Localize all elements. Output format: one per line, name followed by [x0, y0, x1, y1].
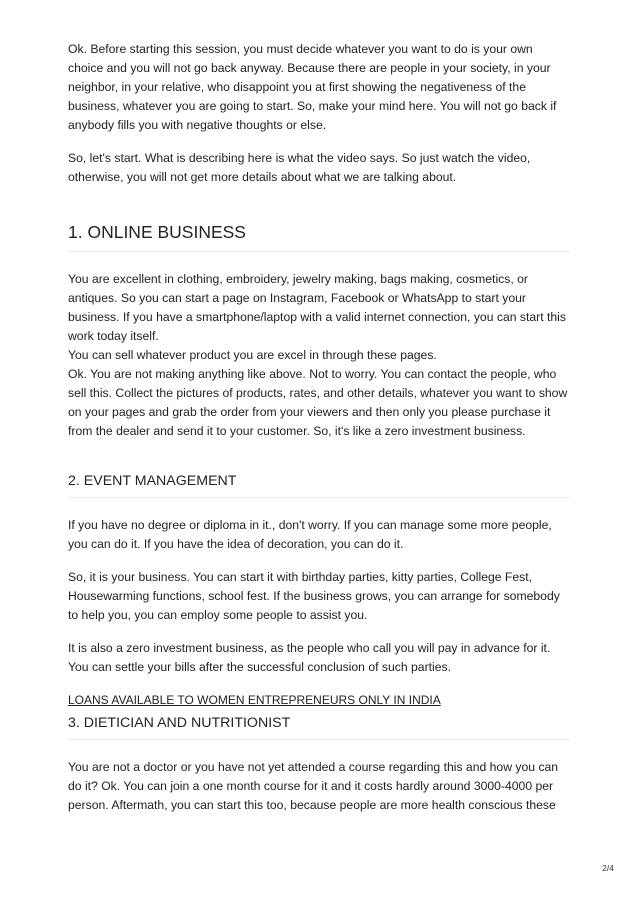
- section2-paragraph-3: It is also a zero investment business, as the people who call you will pay in advance for it. You can settle your bills after the successful conclusion of such parties.: [68, 641, 551, 674]
- document-body: [68, 40, 570, 829]
- section-heading-event-management: 2. EVENT MANAGEMENT: [68, 455, 570, 498]
- intro-paragraph-2: So, let's start. What is describing here is what the video says. So just watch the video, otherwise, you will not get more details about what we are talking about.: [68, 151, 531, 184]
- section-heading-dietician: 3. DIETICIAN AND NUTRITIONIST: [68, 709, 570, 740]
- section-heading-online-business: 1. ONLINE BUSINESS: [68, 201, 570, 252]
- page-number: 2/4: [602, 863, 614, 873]
- section1-paragraph-3: Ok. You are not making anything like above. Not to worry. You can contact the people, who sell this. Collect the pictures of products, rates, and other details, whatever you want to show on your pages and grab the order from your viewers and then only you please purchase it from the dealer and send it to your customer. So, it's like a zero investment business.: [68, 367, 568, 438]
- loans-women-entrepreneurs-link[interactable]: LOANS AVAILABLE TO WOMEN ENTREPRENEURS ONLY IN INDIA: [68, 693, 441, 707]
- section2-paragraph-1: If you have no degree or diploma in it., don't worry. If you can manage some more people, you can do it. If you have the idea of decoration, you can do it.: [68, 518, 552, 551]
- section3-paragraph-1: You are not a doctor or you have not yet attended a course regarding this and how you can do it? Ok. You can join a one month course for it and it costs hardly around 3000-4000 per person. Aftermath, you can start this too, because people are more health conscious these: [68, 760, 559, 812]
- section2-paragraph-2: So, it is your business. You can start it with birthday parties, kitty parties, College Fest, Housewarming functions, school fest. If the business grows, you can arrange for somebody to help you, you can employ some people to assist you.: [68, 570, 560, 622]
- section1-paragraph-2: You can sell whatever product you are excel in through these pages.: [68, 348, 437, 362]
- section1-paragraph-1: You are excellent in clothing, embroidery, jewelry making, bags making, cosmetics, or antiques. So you can start a page on Instagram, Facebook or WhatsApp to start your business. If you have a smartphone/laptop with a valid internet connection, you can start this work today itself.: [68, 272, 566, 343]
- intro-paragraph-1: Ok. Before starting this session, you must decide whatever you want to do is your own choice and you will not go back anyway. Because there are people in your society, in your neighbor, in your relative, who disappoint you at first showing the negativeness of the business, whatever you are going to start. So, make your mind here. You will not go back if anybody fills you with negative thoughts or else.: [68, 42, 557, 132]
